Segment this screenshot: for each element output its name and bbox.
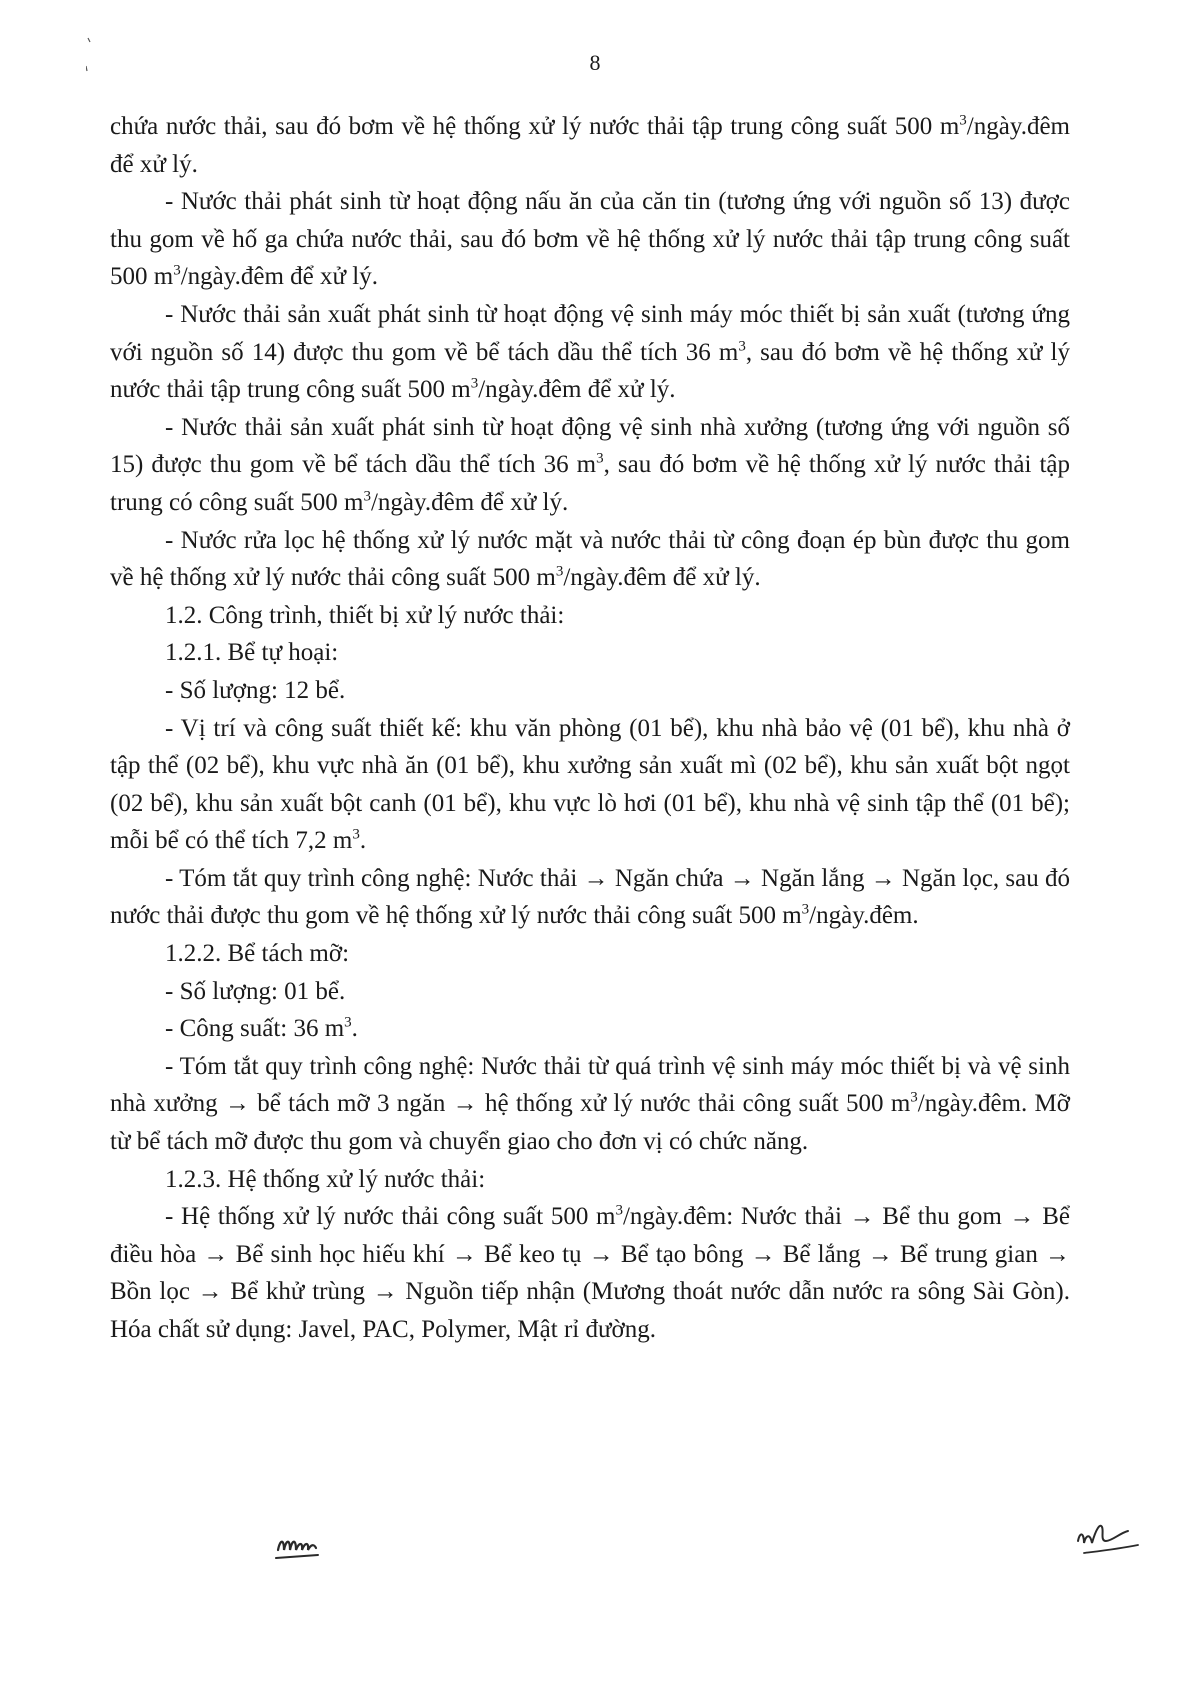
section-heading: 1.2. Công trình, thiết bị xử lý nước thải: — [165, 601, 565, 629]
section-heading: 1.2.1. Bể tự hoại: — [165, 639, 339, 667]
section-heading: 1.2.2. Bể tách mỡ: — [165, 940, 350, 968]
paragraph: - Hệ thống xử lý nước thải công suất 500 $m^3/ngày.đêm$: Nước thải → Bể thu gom → Bể điều hòa → Bể sinh học hiếu khí → Bể keo tụ → Bể tạo bông → Bể lắng → Bể trung gian → Bồn lọc → Bể khử trùng → Nguồn tiếp nhận (Mương thoát nước dẫn nước ra sông Sài Gòn). Hóa chất sử dụng: Javel, PAC, Polymer, Mật rỉ đường. — [110, 1202, 1070, 1343]
paragraph: - Số lượng: 12 bể. — [165, 676, 346, 704]
paragraph: - Nước thải sản xuất phát sinh từ hoạt động vệ sinh nhà xưởng (tương ứng với nguồn số 15) được thu gom về bể tách dầu thể tích 36 $m^3$, sau đó bơm về hệ thống xử lý nước thải tập trung có công suất 500 $m^3/ngày.đêm$ để xử lý. — [110, 413, 1070, 516]
paragraph: - Nước thải phát sinh từ hoạt động nấu ăn của căn tin (tương ứng với nguồn số 13) được thu gom về hố ga chứa nước thải, sau đó bơm về hệ thống xử lý nước thải tập trung công suất 500 $m^3/ngày.đêm$ để xử lý. — [110, 188, 1070, 291]
initials-signature-left — [272, 1528, 332, 1573]
document-body — [110, 108, 1070, 1349]
paragraph: - Tóm tắt quy trình công nghệ: Nước thải từ quá trình vệ sinh máy móc thiết bị và vệ sinh nhà xưởng → bể tách mỡ 3 ngăn → hệ thống xử lý nước thải công suất 500 $m^3/ngày.đêm$. Mỡ từ bể tách mỡ được thu gom và chuyển giao cho đơn vị có chức năng. — [110, 1052, 1070, 1156]
section-heading: 1.2.3. Hệ thống xử lý nước thải: — [165, 1165, 486, 1193]
paragraph: - Nước thải sản xuất phát sinh từ hoạt động vệ sinh máy móc thiết bị sản xuất (tương ứng với nguồn số 14) được thu gom về bể tách dầu thể tích 36 $m^3$, sau đó bơm về hệ thống xử lý nước thải tập trung công suất 500 $m^3/ngày.đêm$ để xử lý. — [110, 300, 1070, 404]
paragraph: - Công suất: 36 $m^3$. — [165, 1014, 358, 1043]
page-number: 8 — [589, 50, 601, 75]
initials-signature-right — [1070, 1515, 1150, 1572]
paragraph: - Vị trí và công suất thiết kế: khu văn phòng (01 bể), khu nhà bảo vệ (01 bể), khu nhà ở tập thể (02 bể), khu vực nhà ăn (01 bể), khu xưởng sản xuất mì (02 bể), khu sản xuất bột ngọt (02 bể), khu sản xuất bột canh (01 bể), khu vực lò hơi (01 bể), khu nhà vệ sinh tập thể (01 bể); mỗi bể có thể tích 7,2 $m^3$. — [110, 714, 1070, 855]
paragraph: - Tóm tắt quy trình công nghệ: Nước thải → Ngăn chứa → Ngăn lắng → Ngăn lọc, sau đó nước thải được thu gom về hệ thống xử lý nước thải công suất 500 $m^3/ngày.đêm$. — [110, 864, 1070, 930]
paragraph: - Nước rửa lọc hệ thống xử lý nước mặt và nước thải từ công đoạn ép bùn được thu gom về hệ thống xử lý nước thải công suất 500 $m^3/ngày.đêm$ để xử lý. — [110, 526, 1070, 592]
paragraph: chứa nước thải, sau đó bơm về hệ thống xử lý nước thải tập trung công suất 500 $m^3/ngày.đêm$ để xử lý. — [110, 112, 1070, 178]
paragraph: - Số lượng: 01 bể. — [165, 977, 346, 1005]
